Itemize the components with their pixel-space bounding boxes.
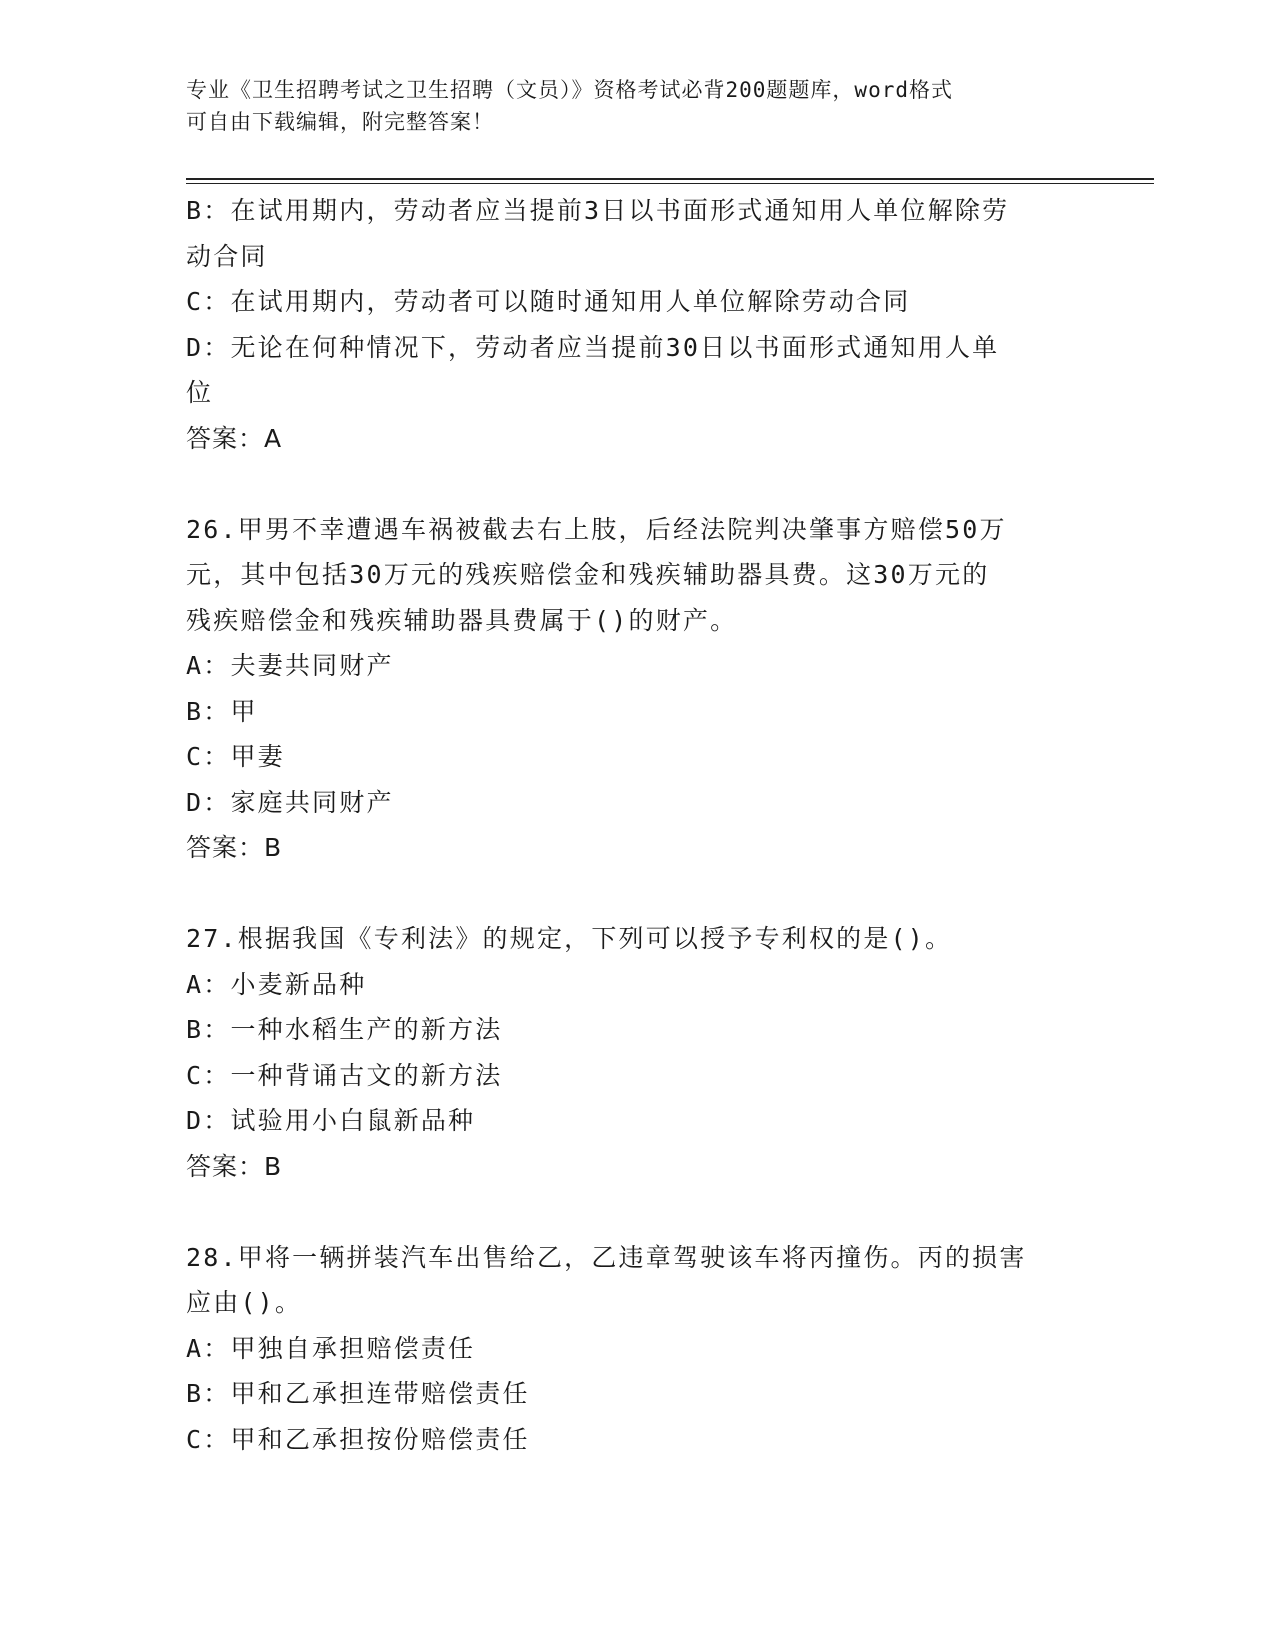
question-stem-continued: 应由()。: [186, 1288, 303, 1317]
option-a: A：甲独自承担赔偿责任: [186, 1333, 476, 1363]
header-title-line-1: 专业《卫生招聘考试之卫生招聘（文员）》资格考试必背200题题库，word格式: [186, 78, 953, 102]
question-stem-continued: 元，其中包括30万元的残疾赔偿金和残疾辅助器具费。这30万元的: [186, 560, 990, 589]
header-divider-thin: [186, 183, 1154, 184]
option-c: C：在试用期内，劳动者可以随时通知用人单位解除劳动合同: [186, 287, 911, 316]
question-25-continued: [186, 188, 1076, 461]
document-header: [186, 74, 1066, 138]
spacer: [186, 1189, 1076, 1235]
question-28: [186, 1235, 1076, 1463]
header-divider-thick: [186, 178, 1154, 180]
answer: 答案：B: [186, 833, 283, 862]
answer: 答案：B: [186, 1151, 283, 1181]
question-stem: 28.甲将一辆拼装汽车出售给乙，乙违章驾驶该车将丙撞伤。丙的损害: [186, 1242, 1027, 1272]
option-d: D：试验用小白鼠新品种: [186, 1106, 476, 1135]
spacer: [186, 461, 1076, 507]
option-c: C：一种背诵古文的新方法: [186, 1060, 503, 1090]
option-a: A：夫妻共同财产: [186, 651, 394, 680]
question-stem: 27.根据我国《专利法》的规定，下列可以授予专利权的是()。: [186, 924, 953, 953]
option-c: C：甲和乙承担按份赔偿责任: [186, 1424, 530, 1454]
spacer: [186, 871, 1076, 917]
question-stem-continued: 残疾赔偿金和残疾辅助器具费属于()的财产。: [186, 605, 738, 635]
question-list: [186, 188, 1076, 1462]
question-stem: 26.甲男不幸遭遇车祸被截去右上肢，后经法院判决肇事方赔偿50万: [186, 514, 1007, 544]
question-27: [186, 916, 1076, 1189]
option-d: D：家庭共同财产: [186, 787, 394, 817]
option-b-continued: 动合同: [186, 241, 268, 271]
option-d: D：无论在何种情况下，劳动者应当提前30日以书面形式通知用人单: [186, 332, 1000, 362]
option-b: B：在试用期内，劳动者应当提前3日以书面形式通知用人单位解除劳: [186, 196, 1010, 225]
option-a: A：小麦新品种: [186, 969, 367, 999]
question-26: [186, 507, 1076, 871]
answer: 答案：A: [186, 423, 283, 453]
option-b: B：甲和乙承担连带赔偿责任: [186, 1379, 530, 1408]
option-d-continued: 位: [186, 378, 214, 407]
option-b: B：一种水稻生产的新方法: [186, 1015, 503, 1044]
option-b: B：甲: [186, 696, 258, 726]
header-title-line-2: 可自由下载编辑，附完整答案！: [186, 110, 494, 134]
option-c: C：甲妻: [186, 742, 285, 771]
